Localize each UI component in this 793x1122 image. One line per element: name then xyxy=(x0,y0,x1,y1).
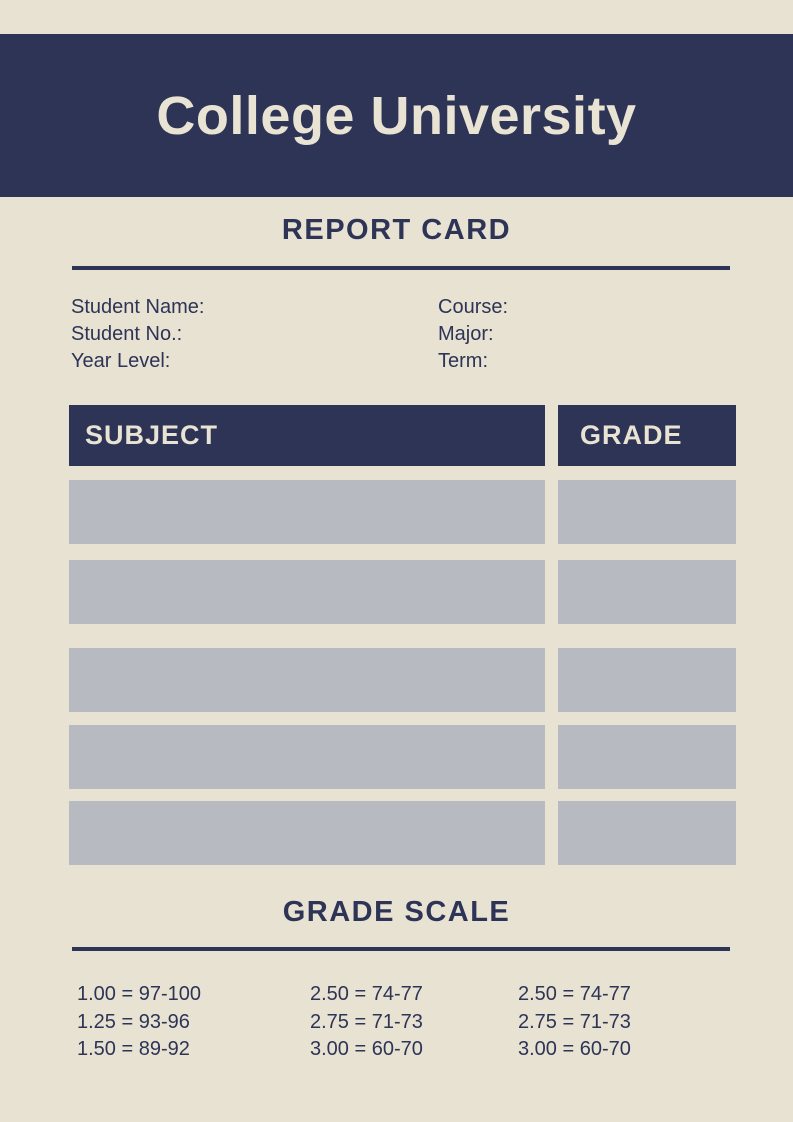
year-level-label: Year Level: xyxy=(71,350,171,372)
table-row-5-subject-cell xyxy=(69,801,545,865)
table-row-5-grade-cell xyxy=(558,801,736,865)
table-row-3-subject-cell xyxy=(69,648,545,712)
table-row-2-subject-cell xyxy=(69,560,545,624)
report-card-divider xyxy=(72,266,730,270)
grade-scale-column-3 xyxy=(518,981,631,1064)
table-row-3-grade-cell xyxy=(558,648,736,712)
grade-scale-entry: 2.75 = 71-73 xyxy=(518,1010,631,1033)
term-label: Term: xyxy=(438,350,488,372)
grade-scale-heading: GRADE SCALE xyxy=(282,896,511,928)
table-header-subject: SUBJECT xyxy=(69,405,545,466)
table-row-1-subject-cell xyxy=(69,480,545,544)
student-info-left-column xyxy=(71,294,204,375)
university-title: College University xyxy=(156,85,637,146)
grade-scale-divider xyxy=(72,947,730,951)
student-name-label: Student Name: xyxy=(71,296,205,318)
grade-scale-entry: 1.00 = 97-100 xyxy=(77,983,201,1005)
table-header-grade: GRADE xyxy=(558,405,736,466)
grade-scale-entry: 1.25 = 93-96 xyxy=(77,1010,190,1033)
report-card-heading: REPORT CARD xyxy=(281,214,512,246)
grade-scale-entry: 1.50 = 89-92 xyxy=(77,1038,190,1060)
student-no-label: Student No.: xyxy=(71,323,183,345)
university-header-band xyxy=(0,34,793,197)
student-info-right-column xyxy=(438,294,508,375)
course-label: Course: xyxy=(438,296,509,318)
table-row-4-grade-cell xyxy=(558,725,736,789)
major-label: Major: xyxy=(438,323,494,345)
table-row-1-grade-cell xyxy=(558,480,736,544)
grade-scale-entry: 2.50 = 74-77 xyxy=(518,983,631,1005)
grade-scale-entry: 2.50 = 74-77 xyxy=(310,983,423,1005)
grade-scale-column-1 xyxy=(77,981,201,1064)
grade-scale-entry: 3.00 = 60-70 xyxy=(518,1038,631,1060)
grade-scale-entry: 3.00 = 60-70 xyxy=(310,1038,423,1060)
grade-scale-entry: 2.75 = 71-73 xyxy=(310,1010,423,1033)
table-row-4-subject-cell xyxy=(69,725,545,789)
table-row-2-grade-cell xyxy=(558,560,736,624)
grade-scale-column-2 xyxy=(310,981,423,1064)
